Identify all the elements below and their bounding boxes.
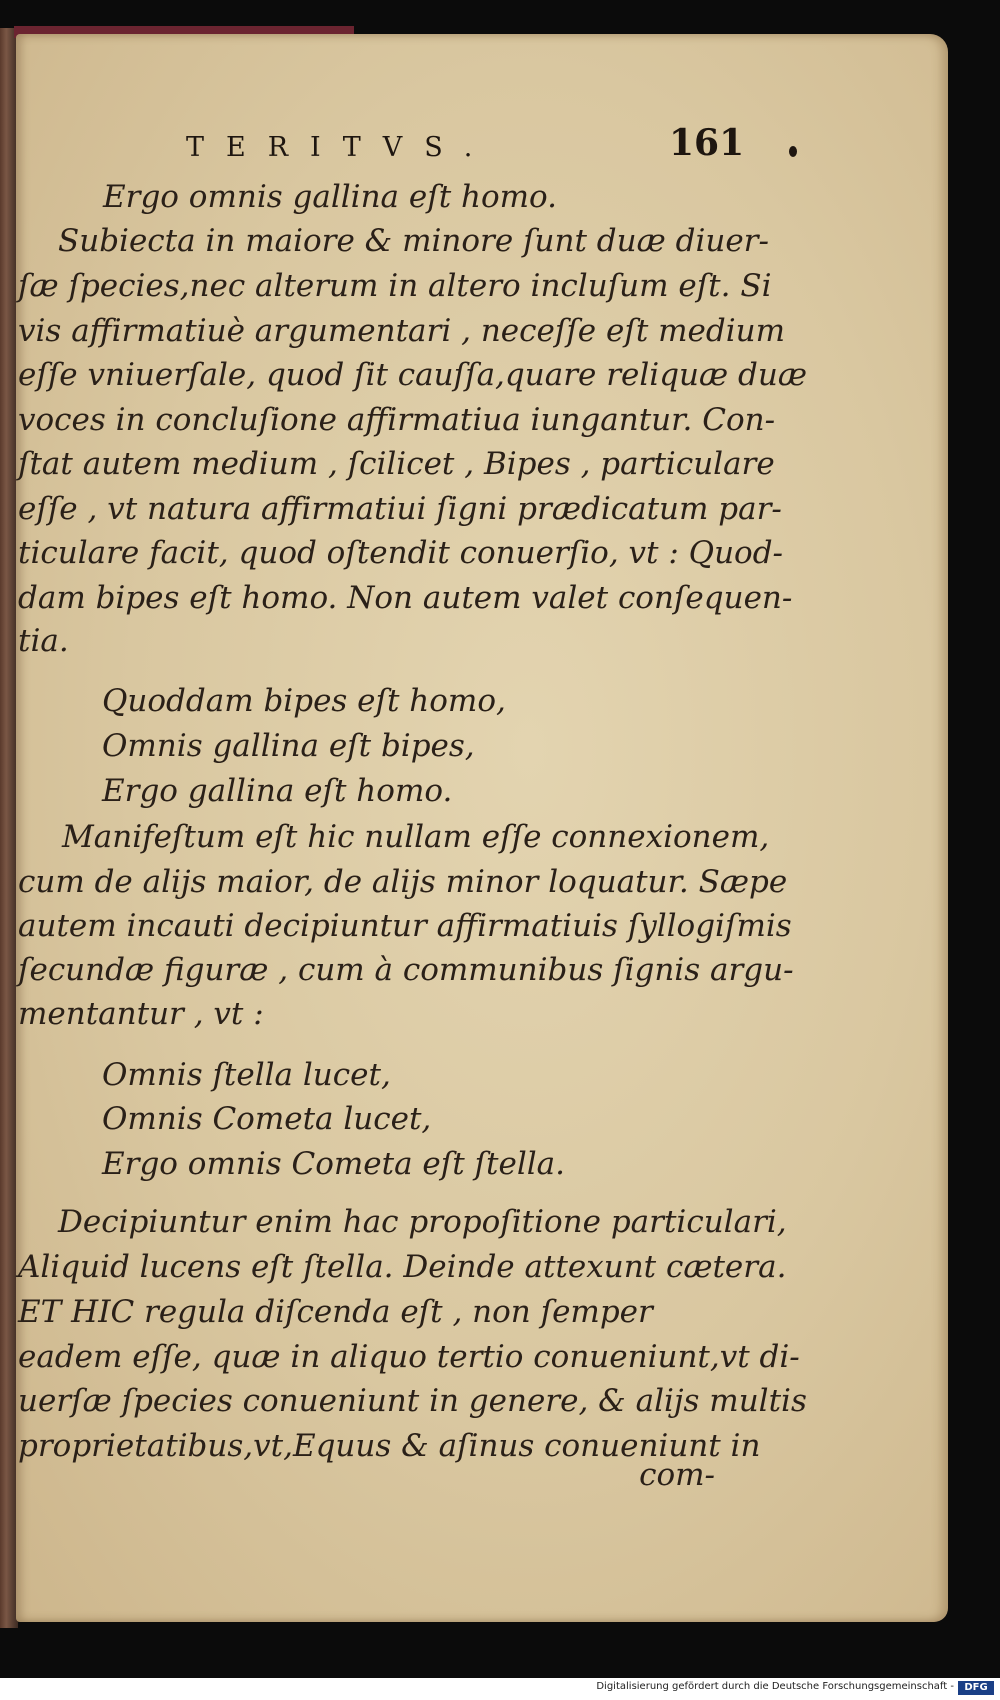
catchword: com-	[639, 1457, 715, 1493]
text-line: Manifeſtum eſt hic nullam eſſe connexionem,	[62, 819, 770, 855]
text-line: dam bipes eſt homo. Non autem valet conſequen-	[18, 580, 793, 616]
text-line: eſſe , vt natura affirmatiui ſigni prædicatum par-	[18, 491, 782, 527]
syllogism-line: Ergo gallina eſt homo.	[102, 773, 453, 809]
text-line: Aliquid lucens eſt ſtella. Deinde attexunt cætera.	[18, 1249, 787, 1285]
text-line: ſæ ſpecies,nec alterum in altero incluſum eſt. Si	[18, 268, 772, 304]
text-line: vis affirmatiuè argumentari , neceſſe eſt medium	[18, 313, 785, 349]
text-line: ticulare facit, quod oſtendit conuerſio, vt : Quod-	[18, 535, 784, 571]
running-title: TERITVS.	[186, 132, 495, 163]
text-line: Ergo omnis gallina eſt homo.	[103, 179, 558, 215]
body-text	[16, 34, 948, 1622]
syllogism-line: Omnis ſtella lucet,	[102, 1057, 391, 1093]
ink-speck	[789, 146, 797, 157]
dfg-logo: DFG	[958, 1681, 994, 1695]
syllogism-line: Ergo omnis Cometa eſt ſtella.	[102, 1146, 566, 1182]
text-line: Subiecta in maiore & minore ſunt duæ diuer-	[58, 223, 769, 259]
syllogism-line: Omnis gallina eſt bipes,	[102, 728, 475, 764]
text-line: voces in concluſione affirmatiua iungantur. Con-	[18, 402, 776, 438]
text-line: uerſæ ſpecies conueniunt in genere, & alijs multis	[18, 1383, 807, 1419]
page-number: 161	[669, 122, 745, 164]
text-line: mentantur , vt :	[18, 996, 264, 1032]
funding-credit: Digitalisierung gefördert durch die Deutsche Forschungsgemeinschaft -	[596, 1681, 954, 1692]
digitization-footer	[0, 1678, 1000, 1700]
text-line: ET HIC regula diſcenda eſt , non ſemper	[18, 1294, 653, 1330]
text-line: autem incauti decipiuntur affirmatiuis ſyllogiſmis	[18, 908, 792, 944]
text-line: ſtat autem medium , ſcilicet , Bipes , particulare	[18, 446, 775, 482]
syllogism-line: Quoddam bipes eſt homo,	[102, 683, 506, 719]
text-line: cum de alijs maior, de alijs minor loquatur. Sæpe	[18, 864, 788, 900]
text-line: proprietatibus,vt,Equus & aſinus conueniunt in	[18, 1428, 761, 1464]
text-line: eſſe vniuerſale, quod ſit cauſſa,quare reliquæ duæ	[18, 357, 807, 393]
text-line: ſecundæ figuræ , cum à communibus ſignis argu-	[18, 952, 794, 988]
text-line: eadem eſſe, quæ in aliquo tertio conueniunt,vt di-	[18, 1339, 800, 1375]
text-line: tia.	[18, 623, 69, 659]
text-line: Decipiuntur enim hac propoſitione particulari,	[58, 1204, 787, 1240]
syllogism-line: Omnis Cometa lucet,	[102, 1101, 432, 1137]
book-page	[16, 34, 948, 1622]
